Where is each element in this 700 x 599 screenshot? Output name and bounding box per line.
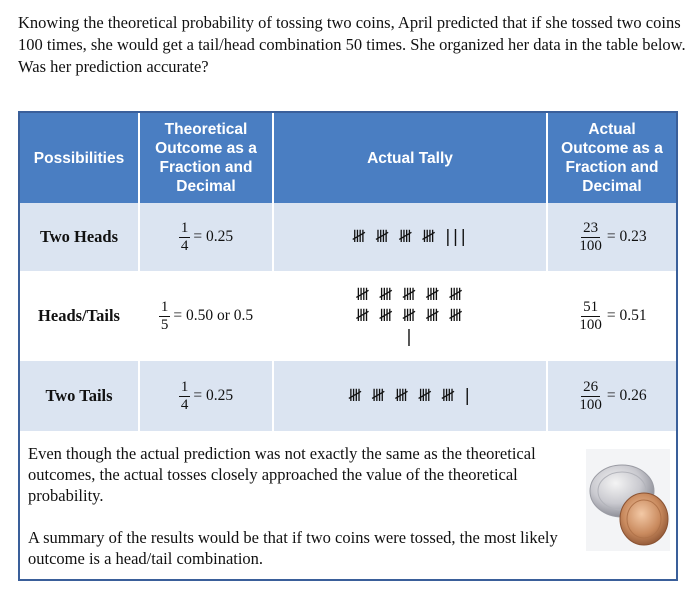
actual-decimal: = 0.51 bbox=[606, 307, 647, 324]
theoretical-decimal: = 0.25 bbox=[193, 387, 234, 404]
fraction-numerator: 1 bbox=[180, 378, 189, 395]
coins-photo-icon bbox=[586, 449, 670, 551]
header-tally: Actual Tally bbox=[367, 149, 453, 167]
actual-fraction bbox=[577, 299, 604, 334]
actual-cell bbox=[548, 273, 676, 359]
row-label: Heads/Tails bbox=[38, 306, 120, 325]
table-row bbox=[20, 273, 676, 359]
summary-text bbox=[28, 443, 558, 590]
header-theoretical: Theoretical Outcome as a Fraction and Decimal bbox=[155, 121, 257, 195]
fraction-numerator: 51 bbox=[583, 298, 599, 315]
theoretical-fraction bbox=[179, 379, 191, 414]
theoretical-fraction bbox=[179, 220, 191, 255]
column-divider bbox=[546, 113, 548, 431]
fraction-numerator: 1 bbox=[160, 298, 169, 315]
theoretical-cell bbox=[140, 203, 272, 271]
theoretical-decimal: = 0.50 or 0.5 bbox=[173, 307, 254, 324]
tally-line: | bbox=[406, 326, 414, 347]
fraction-denominator: 4 bbox=[180, 396, 189, 413]
actual-decimal: = 0.26 bbox=[606, 387, 647, 404]
actual-cell bbox=[548, 361, 676, 431]
probability-table-box bbox=[18, 111, 678, 581]
column-divider bbox=[272, 113, 274, 431]
summary-paragraph: A summary of the results would be that if two coins were tossed, the most likely outcome is a head/tail combination. bbox=[28, 528, 558, 568]
fraction-denominator: 100 bbox=[579, 237, 602, 254]
row-label: Two Tails bbox=[45, 386, 113, 405]
header-possibilities: Possibilities bbox=[33, 149, 125, 167]
table-header bbox=[20, 113, 676, 203]
summary-paragraph: Even though the actual prediction was not exactly the same as the theoretical outcomes, the actual tosses closely approached the value of the theoretical probability. bbox=[28, 444, 536, 505]
header-actual: Actual Outcome as a Fraction and Decimal bbox=[561, 121, 663, 195]
tally-line: 𝍸 𝍸 𝍸 𝍸 𝍸 bbox=[355, 305, 465, 326]
intro-text: Knowing the theoretical probability of tossing two coins, April predicted that if she tossed two coins 100 times, she would get a tail/head combination 50 times. She organized her data in the table below. Was her prediction accurate? bbox=[18, 13, 686, 76]
row-label: Two Heads bbox=[39, 227, 119, 246]
tally-cell bbox=[274, 361, 546, 431]
theoretical-cell bbox=[140, 273, 272, 359]
tally-cell bbox=[274, 203, 546, 271]
table-row bbox=[20, 361, 676, 431]
actual-fraction bbox=[577, 379, 604, 414]
tally-line: 𝍸 𝍸 𝍸 𝍸 𝍸 | bbox=[347, 385, 473, 406]
actual-cell bbox=[548, 203, 676, 271]
fraction-denominator: 100 bbox=[579, 316, 602, 333]
theoretical-cell bbox=[140, 361, 272, 431]
tally-line: 𝍸 𝍸 𝍸 𝍸 ||| bbox=[351, 226, 469, 247]
theoretical-fraction bbox=[159, 299, 171, 334]
fraction-denominator: 100 bbox=[579, 396, 602, 413]
table-row bbox=[20, 203, 676, 271]
column-divider bbox=[138, 113, 140, 431]
fraction-denominator: 5 bbox=[160, 316, 169, 333]
fraction-numerator: 23 bbox=[583, 219, 599, 236]
actual-decimal: = 0.23 bbox=[606, 228, 647, 245]
actual-fraction bbox=[577, 220, 604, 255]
tally-line: 𝍸 𝍸 𝍸 𝍸 𝍸 bbox=[355, 284, 465, 305]
tally-cell bbox=[274, 273, 546, 359]
theoretical-decimal: = 0.25 bbox=[193, 228, 234, 245]
fraction-denominator: 4 bbox=[180, 237, 189, 254]
fraction-numerator: 1 bbox=[180, 219, 189, 236]
fraction-numerator: 26 bbox=[583, 378, 599, 395]
